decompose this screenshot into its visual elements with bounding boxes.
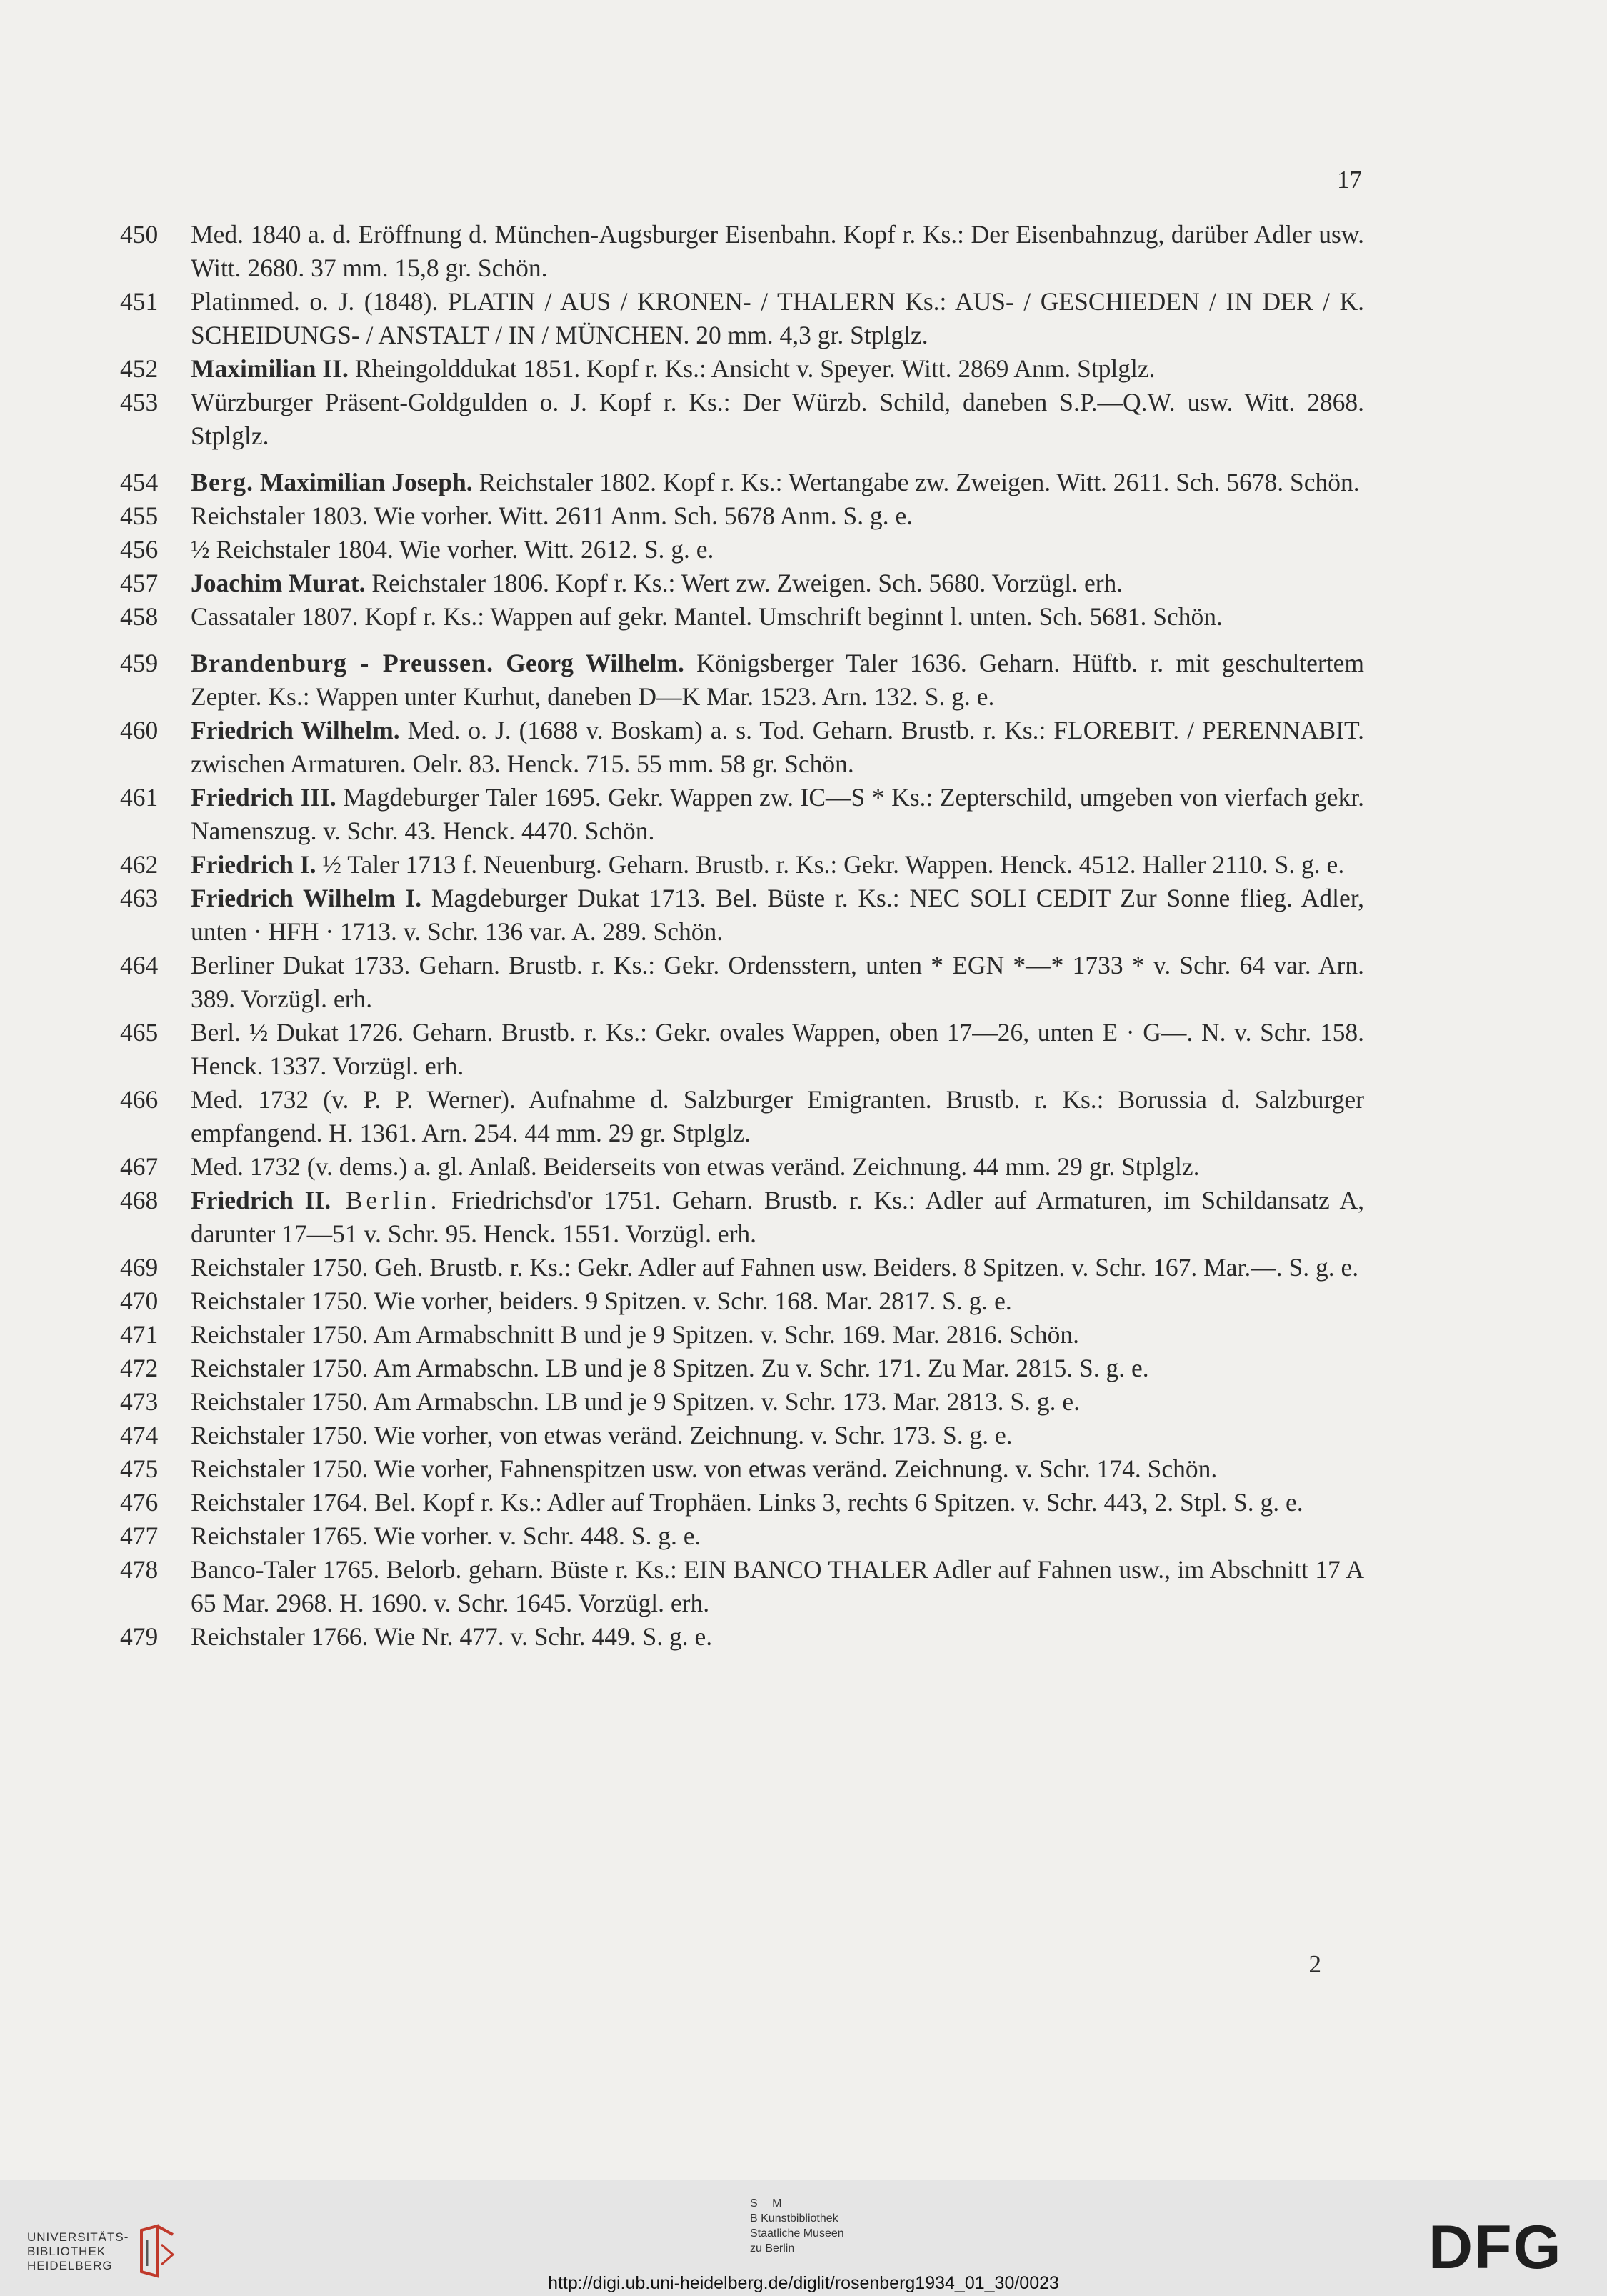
university-library-name <box>27 2230 129 2273</box>
entry-number: 457 <box>120 569 159 597</box>
entry-text: Magdeburger Dukat 1713. Bel. Büste r. Ks.: NEC SOLI CEDIT Zur Sonne flieg. Adler, unten · HFH · 1713. v. Schr. 136 var. A. 289. Schön. <box>191 884 1364 946</box>
entry-description <box>191 1251 1364 1284</box>
entry-text: ½ Taler 1713 f. Neuenburg. Geharn. Brustb. r. Ks.: Gekr. Wappen. Henck. 4512. Haller 2110. S. g. e. <box>316 850 1345 879</box>
dfg-logo[interactable]: DFG <box>1428 2213 1563 2282</box>
smb-line: B Kunstbibliothek <box>750 2212 838 2225</box>
entry-description <box>191 1486 1364 1519</box>
entry-text: Reichstaler 1806. Kopf r. Ks.: Wert zw. Zweigen. Sch. 5680. Vorzügl. erh. <box>365 569 1123 597</box>
entry-number: 464 <box>120 951 159 979</box>
entry-text: Magdeburger Taler 1695. Gekr. Wappen zw. IC—S * Ks.: Zepterschild, umgeben von vierfach gekr. Namenszug. v. Schr. 43. Henck. 4470. Schön. <box>191 783 1364 845</box>
catalog-entry <box>120 781 1364 848</box>
entry-text: Reichstaler 1750. Am Armabschn. LB und je 8 Spitzen. Zu v. Schr. 171. Zu Mar. 2815. S. g. e. <box>191 1354 1149 1382</box>
entry-number: 455 <box>120 501 159 530</box>
catalog-entry <box>120 714 1364 781</box>
entry-description <box>191 1284 1364 1318</box>
catalog-entry <box>120 1016 1364 1083</box>
entry-description <box>191 466 1364 499</box>
entry-number: 476 <box>120 1488 159 1517</box>
entry-text: Med. 1732 (v. P. P. Werner). Aufnahme d. Salzburger Emigranten. Brustb. r. Ks.: Borussia d. Salzburger empfangend. H. 1361. Arn. 254. 44 mm. 29 gr. Stplglz. <box>191 1085 1364 1147</box>
entry-number: 459 <box>120 649 159 677</box>
entry-number: 461 <box>120 783 159 812</box>
university-emblem-icon <box>136 2223 179 2280</box>
entry-text: Med. o. J. (1688 v. Boskam) a. s. Tod. Geharn. Brustb. r. Ks.: FLOREBIT. / PERENNABIT. zwischen Armaturen. Oelr. 83. Henck. 715. 55 mm. 58 gr. Schön. <box>191 716 1364 778</box>
catalog-entry <box>120 386 1364 453</box>
entry-number: 478 <box>120 1555 159 1584</box>
entry-number: 471 <box>120 1320 159 1349</box>
entry-number: 474 <box>120 1421 159 1449</box>
catalog-entry <box>120 1452 1364 1486</box>
entry-number: 453 <box>120 388 159 416</box>
entry-description <box>191 566 1364 600</box>
catalog-entry <box>120 600 1364 634</box>
catalog-entry <box>120 949 1364 1016</box>
university-line: UNIVERSITÄTS- <box>27 2230 129 2244</box>
entry-ruler-name: Joachim Murat. <box>191 569 366 597</box>
entry-description <box>191 781 1364 848</box>
entry-number: 473 <box>120 1387 159 1416</box>
catalog-entry <box>120 848 1364 882</box>
entry-number: 452 <box>120 354 159 383</box>
catalog-entry <box>120 1620 1364 1654</box>
university-line: HEIDELBERG <box>27 2259 113 2272</box>
entry-ruler-name: Georg Wilhelm. <box>494 649 684 677</box>
entry-number: 451 <box>120 287 159 316</box>
catalog-entry <box>120 499 1364 533</box>
entry-text: Reichstaler 1750. Wie vorher, beiders. 9 Spitzen. v. Schr. 168. Mar. 2817. S. g. e. <box>191 1287 1012 1315</box>
entry-text: Med. 1732 (v. dems.) a. gl. Anlaß. Beiderseits von etwas veränd. Zeichnung. 44 mm. 29 gr. Stplglz. <box>191 1152 1200 1181</box>
entry-mint-name: Berlin. <box>331 1186 441 1214</box>
smb-mark: S M <box>750 2197 788 2210</box>
entry-number: 460 <box>120 716 159 744</box>
entry-number: 462 <box>120 850 159 879</box>
entry-number: 467 <box>120 1152 159 1181</box>
catalog-entry <box>120 1184 1364 1251</box>
catalog-entry <box>120 1150 1364 1184</box>
entry-description <box>191 1519 1364 1553</box>
entry-text: Cassataler 1807. Kopf r. Ks.: Wappen auf gekr. Mantel. Umschrift beginnt l. unten. Sch. 5681. Schön. <box>191 602 1223 631</box>
entry-description <box>191 386 1364 453</box>
entry-text: Reichstaler 1765. Wie vorher. v. Schr. 448. S. g. e. <box>191 1522 701 1550</box>
catalog-entry <box>120 352 1364 386</box>
entry-text: Königsberger Taler 1636. Geharn. Hüftb. r. mit geschultertem Zepter. Ks.: Wappen unter Kurhut, daneben D—K Mar. 1523. Arn. 132. S. g. e. <box>191 649 1364 711</box>
entry-ruler-name: Maximilian II. <box>191 354 349 383</box>
entry-region-heading: Brandenburg - Preussen. <box>191 649 494 677</box>
entry-region-heading: Berg. <box>191 468 254 496</box>
entry-description <box>191 949 1364 1016</box>
catalog-entry <box>120 1486 1364 1519</box>
entry-number: 463 <box>120 884 159 912</box>
entry-number: 472 <box>120 1354 159 1382</box>
entry-description <box>191 1352 1364 1385</box>
catalog-entry <box>120 882 1364 949</box>
page-number: 17 <box>1337 166 1362 194</box>
entry-ruler-name: Friedrich II. <box>191 1186 331 1214</box>
entry-number: 468 <box>120 1186 159 1214</box>
entry-text: Reichstaler 1750. Geh. Brustb. r. Ks.: Gekr. Adler auf Fahnen usw. Beiders. 8 Spitzen. v. Schr. 167. Mar.—. S. g. e. <box>191 1253 1359 1282</box>
entry-text: Berliner Dukat 1733. Geharn. Brustb. r. Ks.: Gekr. Ordensstern, unten * EGN *—* 1733 * v. Schr. 64 var. Arn. 389. Vorzügl. erh. <box>191 951 1364 1013</box>
catalog-entry <box>120 533 1364 566</box>
entry-text: Reichstaler 1802. Kopf r. Ks.: Wertangabe zw. Zweigen. Witt. 2611. Sch. 5678. Schön. <box>472 468 1360 496</box>
entry-description <box>191 1620 1364 1654</box>
entry-description <box>191 499 1364 533</box>
entry-ruler-name: Friedrich III. <box>191 783 336 812</box>
smb-kunstbibliothek-logo[interactable] <box>750 2196 844 2256</box>
catalog-entry <box>120 647 1364 714</box>
entry-description <box>191 1016 1364 1083</box>
entry-number: 477 <box>120 1522 159 1550</box>
entry-description <box>191 848 1364 882</box>
catalog-entries <box>120 218 1364 1654</box>
entry-description <box>191 533 1364 566</box>
entry-number: 475 <box>120 1454 159 1483</box>
entry-number: 450 <box>120 220 159 249</box>
entry-description <box>191 647 1364 714</box>
catalog-entry <box>120 466 1364 499</box>
entry-ruler-name: Friedrich Wilhelm I. <box>191 884 422 912</box>
entry-ruler-name: Friedrich Wilhelm. <box>191 716 400 744</box>
entry-number: 456 <box>120 535 159 564</box>
entry-description <box>191 285 1364 352</box>
entry-text: Friedrichsd'or 1751. Geharn. Brustb. r. Ks.: Adler auf Armaturen, im Schildansatz A, darunter 17—51 v. Schr. 95. Henck. 1551. Vorzügl. erh. <box>191 1186 1365 1248</box>
catalog-entry <box>120 1519 1364 1553</box>
entry-text: Berl. ½ Dukat 1726. Geharn. Brustb. r. Ks.: Gekr. ovales Wappen, oben 17—26, unten E · G—. N. v. Schr. 158. Henck. 1337. Vorzügl. erh. <box>191 1018 1364 1080</box>
heidelberg-university-library-logo[interactable] <box>27 2223 179 2280</box>
catalog-entry <box>120 1251 1364 1284</box>
entry-text: Reichstaler 1803. Wie vorher. Witt. 2611 Anm. Sch. 5678 Anm. S. g. e. <box>191 501 913 530</box>
university-line: BIBLIOTHEK <box>27 2245 106 2258</box>
entry-description <box>191 1452 1364 1486</box>
smb-line: zu Berlin <box>750 2242 795 2255</box>
entry-description <box>191 1553 1364 1620</box>
entry-text: Platinmed. o. J. (1848). PLATIN / AUS / KRONEN- / THALERN Ks.: AUS- / GESCHIEDEN / IN DER / K. SCHEIDUNGS- / ANSTALT / IN / MÜNCHEN. 20 mm. 4,3 gr. Stplglz. <box>191 287 1364 349</box>
catalog-entry <box>120 1419 1364 1452</box>
entry-text: Banco-Taler 1765. Belorb. geharn. Büste r. Ks.: EIN BANCO THALER Adler auf Fahnen usw., im Abschnitt 17 A 65 Mar. 2968. H. 1690. v. Schr. 1645. Vorzügl. erh. <box>191 1555 1364 1617</box>
entry-description <box>191 218 1364 285</box>
permalink-url[interactable]: http://digi.ub.uni-heidelberg.de/diglit/rosenberg1934_01_30/0023 <box>548 2273 1059 2293</box>
entry-text: Reichstaler 1764. Bel. Kopf r. Ks.: Adler auf Trophäen. Links 3, rechts 6 Spitzen. v. Schr. 443, 2. Stpl. S. g. e. <box>191 1488 1303 1517</box>
entry-description <box>191 1184 1364 1251</box>
entry-description <box>191 1150 1364 1184</box>
entry-description <box>191 1083 1364 1150</box>
entry-description <box>191 1419 1364 1452</box>
catalog-entry <box>120 1553 1364 1620</box>
entry-number: 479 <box>120 1622 159 1651</box>
entry-text: Reichstaler 1750. Am Armabschnitt B und je 9 Spitzen. v. Schr. 169. Mar. 2816. Schön. <box>191 1320 1080 1349</box>
catalog-entry <box>120 285 1364 352</box>
entry-description <box>191 1385 1364 1419</box>
catalog-entry <box>120 1083 1364 1150</box>
entry-description <box>191 600 1364 634</box>
catalog-entry <box>120 1284 1364 1318</box>
entry-text: Reichstaler 1750. Am Armabschn. LB und je 9 Spitzen. v. Schr. 173. Mar. 2813. S. g. e. <box>191 1387 1080 1416</box>
entry-description <box>191 1318 1364 1352</box>
entry-ruler-name: Maximilian Joseph. <box>253 468 473 496</box>
entry-number: 465 <box>120 1018 159 1047</box>
printer-signature: 2 <box>1308 1950 1321 1978</box>
entry-number: 458 <box>120 602 159 631</box>
smb-line: Staatliche Museen <box>750 2227 844 2240</box>
digitization-footer <box>0 2180 1607 2296</box>
entry-number: 469 <box>120 1253 159 1282</box>
entry-description <box>191 714 1364 781</box>
entry-text: Würzburger Präsent-Goldgulden o. J. Kopf r. Ks.: Der Würzb. Schild, daneben S.P.—Q.W. usw. Witt. 2868. Stplglz. <box>191 388 1364 450</box>
entry-number: 470 <box>120 1287 159 1315</box>
entry-ruler-name: Friedrich I. <box>191 850 316 879</box>
catalog-entry <box>120 1352 1364 1385</box>
entry-number: 454 <box>120 468 159 496</box>
entry-text: Med. 1840 a. d. Eröffnung d. München-Augsburger Eisenbahn. Kopf r. Ks.: Der Eisenbahnzug, darüber Adler usw. Witt. 2680. 37 mm. 15,8 gr. Schön. <box>191 220 1364 282</box>
catalog-entry <box>120 1385 1364 1419</box>
entry-text: Reichstaler 1750. Wie vorher, Fahnenspitzen usw. von etwas veränd. Zeichnung. v. Schr. 174. Schön. <box>191 1454 1218 1483</box>
entry-number: 466 <box>120 1085 159 1114</box>
entry-text: Reichstaler 1766. Wie Nr. 477. v. Schr. 449. S. g. e. <box>191 1622 713 1651</box>
entry-description <box>191 352 1364 386</box>
entry-text: ½ Reichstaler 1804. Wie vorher. Witt. 2612. S. g. e. <box>191 535 714 564</box>
entry-text: Reichstaler 1750. Wie vorher, von etwas veränd. Zeichnung. v. Schr. 173. S. g. e. <box>191 1421 1013 1449</box>
catalog-entry <box>120 566 1364 600</box>
entry-description <box>191 882 1364 949</box>
entry-text: Rheingolddukat 1851. Kopf r. Ks.: Ansicht v. Speyer. Witt. 2869 Anm. Stplglz. <box>348 354 1156 383</box>
catalog-entry <box>120 1318 1364 1352</box>
catalog-entry <box>120 218 1364 285</box>
